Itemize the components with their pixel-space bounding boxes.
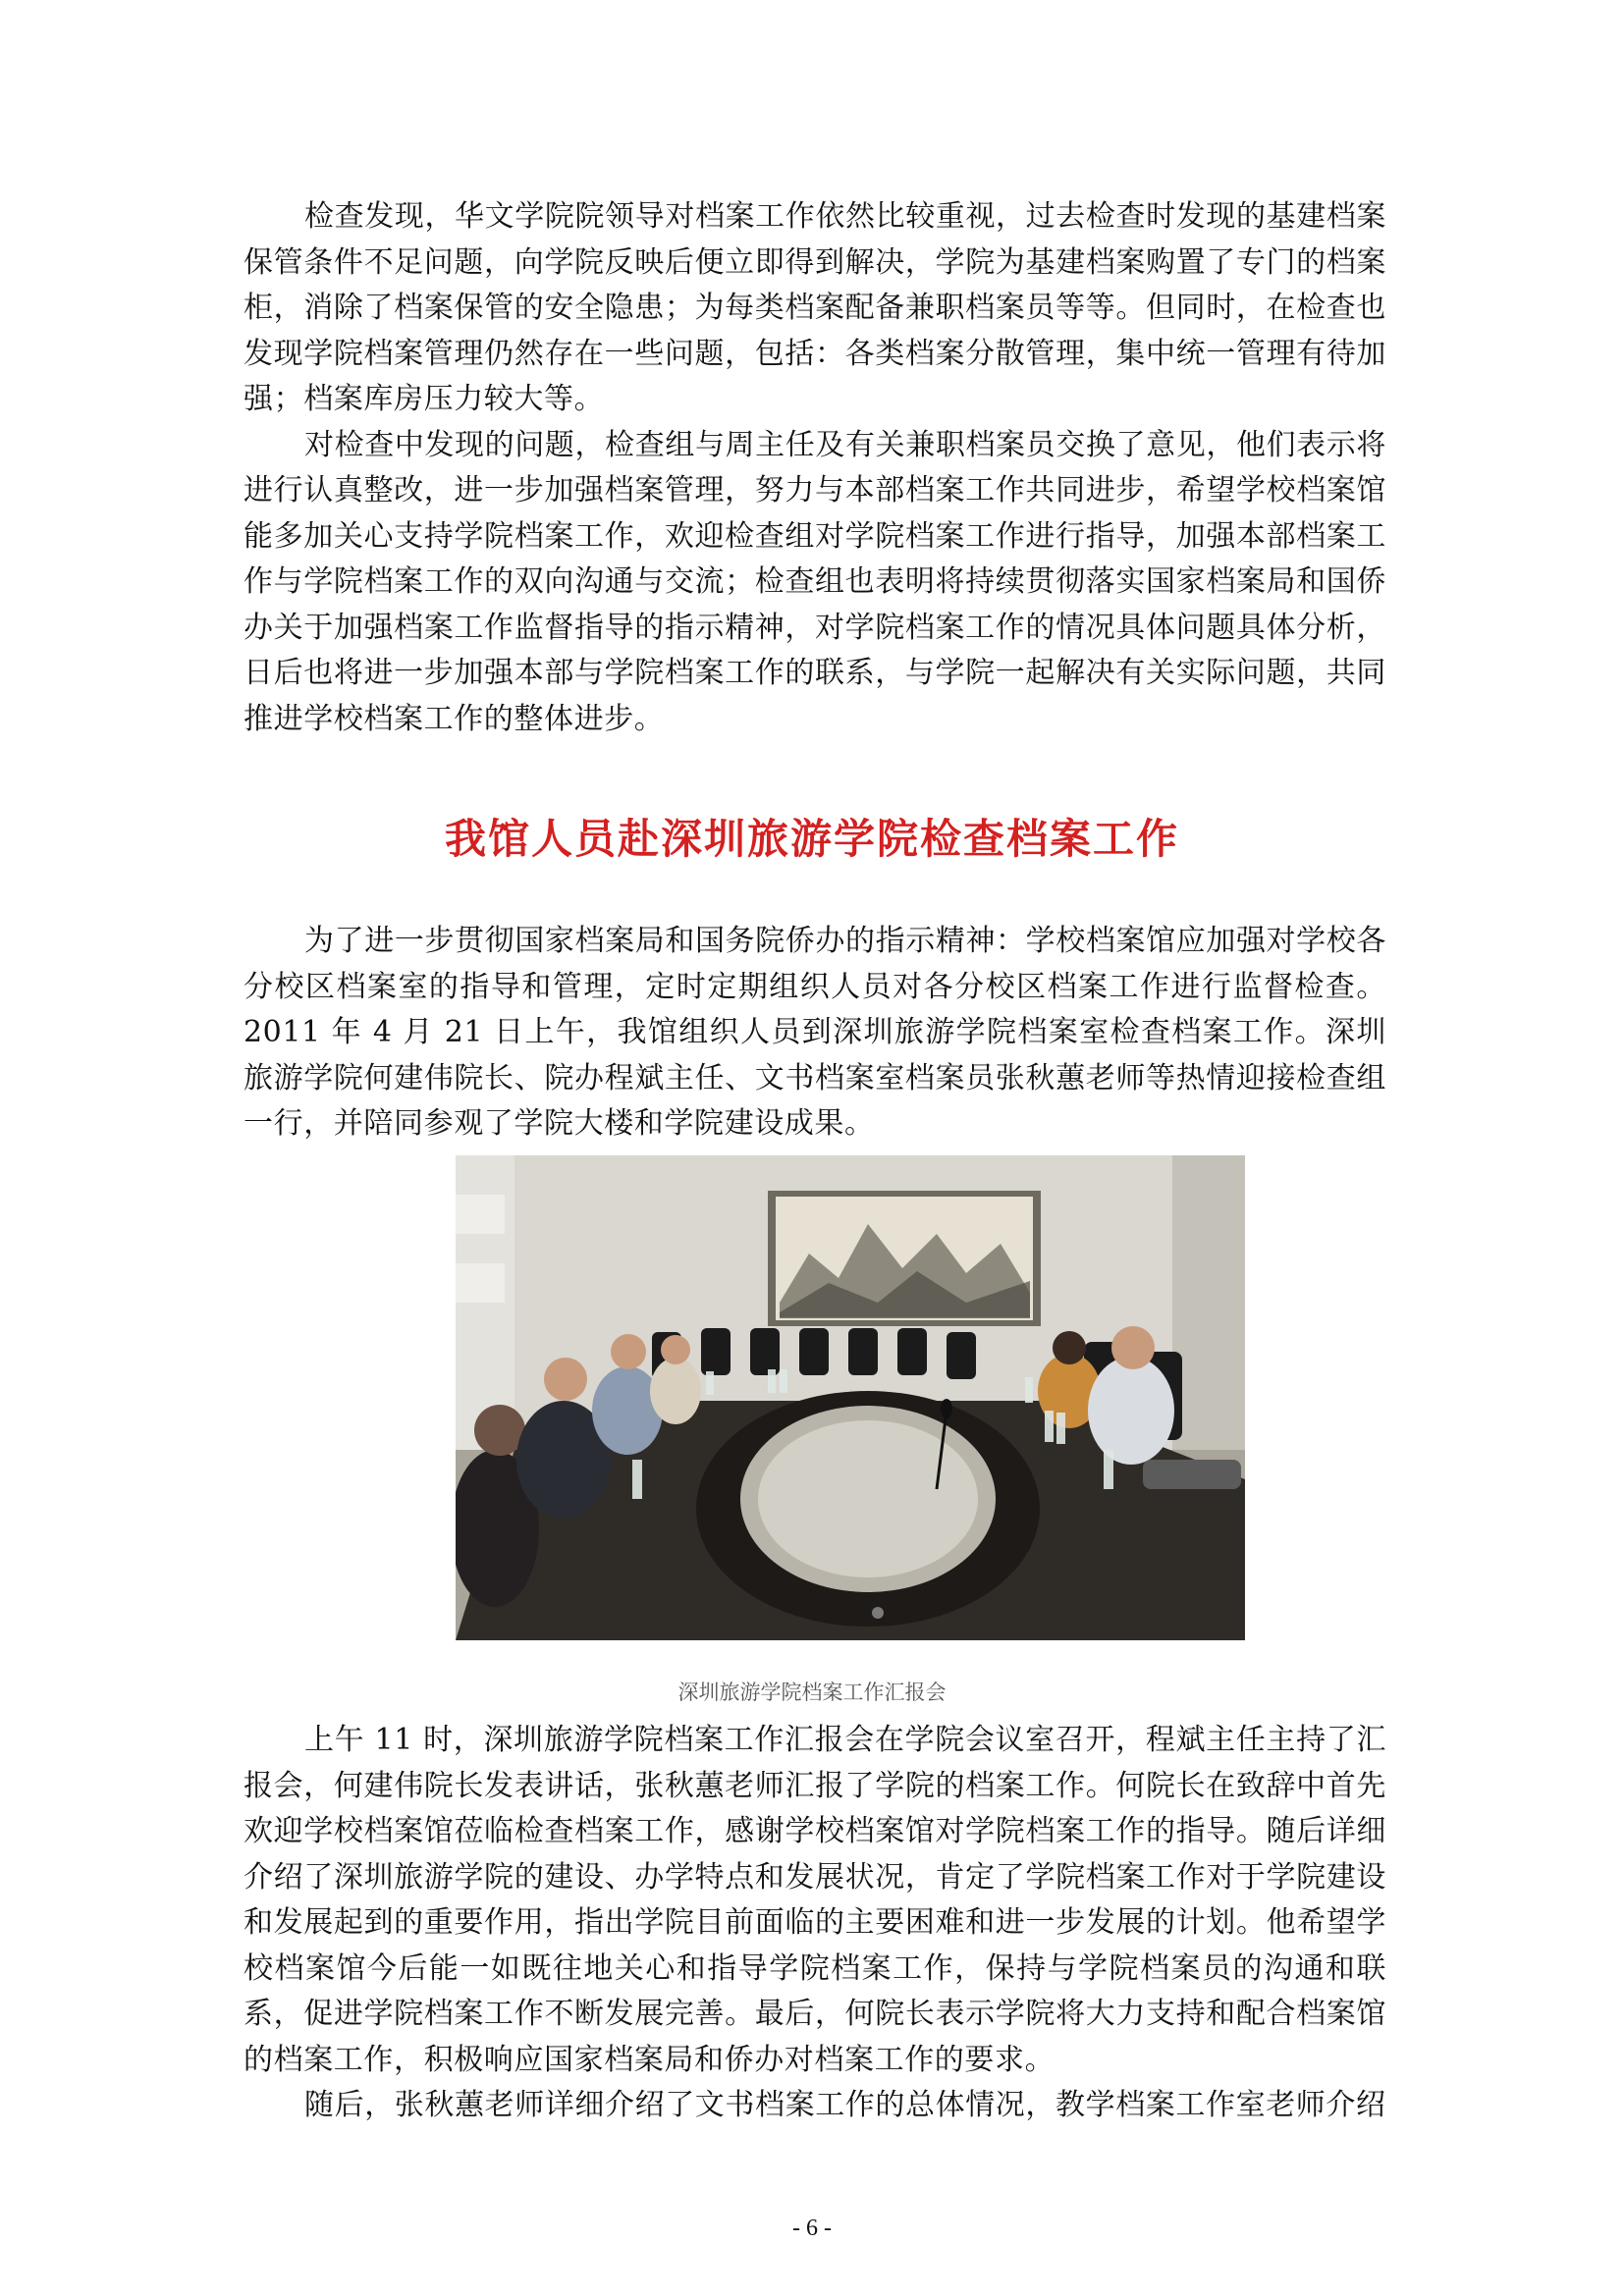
paragraph: 上午 11 时，深圳旅游学院档案工作汇报会在学院会议室召开，程斌主任主持了汇报会，何建伟院长发表讲话，张秋蕙老师汇报了学院的档案工作。何院长在致辞中首先欢迎学校档案馆莅临检查档案工作，感谢学校档案馆对学院档案工作的指导。随后详细介绍了深圳旅游学院的建设、办学特点和发展状况，肯定了学院档案工作对于学院建设和发展起到的重要作用，指出学院目前面临的主要困难和进一步发展的计划。他希望学校档案馆今后能一如既往地关心和指导学院档案工作，保持与学院档案员的沟通和联系，促进学院档案工作不断发展完善。最后，何院长表示学院将大力支持和配合档案馆的档案工作，积极响应国家档案局和侨办对档案工作的要求。	[244, 1723, 1386, 2077]
paragraph: 为了进一步贯彻国家档案局和国务院侨办的指示精神：学校档案馆应加强对学校各分校区档案室的指导和管理，定时定期组织人员对各分校区档案工作进行监督检查。2011 年 4 月 21 日上午，我馆组织人员到深圳旅游学院档案室检查档案工作。深圳旅游学院何建伟院长、院办程斌主任、文书档案室档案员张秋蕙老师等热情迎接检查组一行，并陪同参观了学院大楼和学院建设成果。	[244, 924, 1386, 1141]
meeting-photo	[456, 1155, 1245, 1640]
article1-body	[244, 194, 1386, 742]
article-title: 我馆人员赴深圳旅游学院检查档案工作	[444, 815, 1179, 863]
paragraph: 对检查中发现的问题，检查组与周主任及有关兼职档案员交换了意见，他们表示将进行认真整改，进一步加强档案管理，努力与本部档案工作共同进步，希望学校档案馆能多加关心支持学院档案工作，欢迎检查组对学院档案工作进行指导，加强本部档案工作与学院档案工作的双向沟通与交流；检查组也表明将持续贯彻落实国家档案局和国侨办关于加强档案工作监督指导的指示精神，对学院档案工作的情况具体问题具体分析，日后也将进一步加强本部与学院档案工作的联系，与学院一起解决有关实际问题，共同推进学校档案工作的整体进步。	[244, 427, 1386, 736]
paragraph: 随后，张秋蕙老师详细介绍了文书档案工作的总体情况，教学档案工作室老师介绍	[304, 2088, 1386, 2122]
page-number: - 6 -	[792, 2216, 832, 2241]
meeting-room-illustration	[456, 1155, 1245, 1640]
article2-body	[244, 1718, 1386, 2129]
article2-intro	[244, 919, 1386, 1148]
paragraph: 检查发现，华文学院院领导对档案工作依然比较重视，过去检查时发现的基建档案保管条件不足问题，向学院反映后便立即得到解决，学院为基建档案购置了专门的档案柜，消除了档案保管的安全隐患；为每类档案配备兼职档案员等等。但同时，在检查也发现学院档案管理仍然存在一些问题，包括：各类档案分散管理，集中统一管理有待加强；档案库房压力较大等。	[244, 199, 1386, 416]
photo-caption: 深圳旅游学院档案工作汇报会	[677, 1681, 947, 1704]
